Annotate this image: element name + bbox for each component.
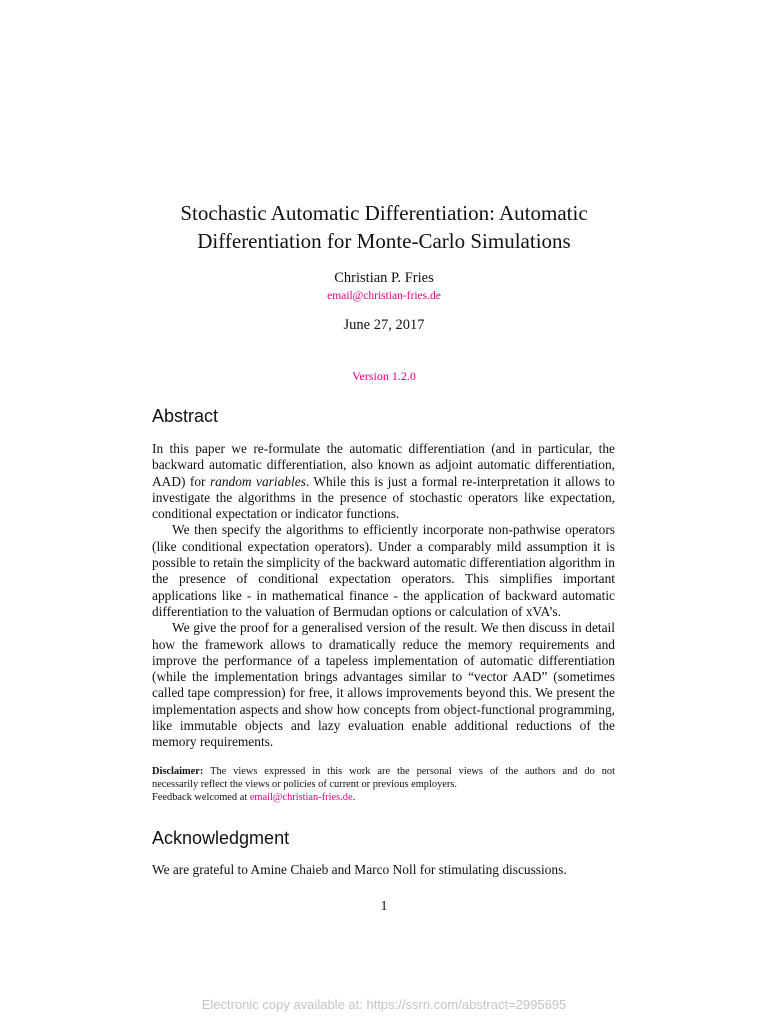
feedback-prefix: Feedback welcomed at — [152, 792, 250, 803]
paper-title-line-2: Differentiation for Monte-Carlo Simulations — [197, 229, 571, 253]
acknowledgment-heading: Acknowledgment — [152, 828, 290, 848]
paper-title-line-1: Stochastic Automatic Differentiation: Automatic — [180, 201, 588, 225]
disclaimer-text-1: The views expressed in this work are the personal views of the authors and do not — [210, 766, 615, 777]
abstract-p1-text-a: In this paper we re-formulate the automatic differentiation (and in particular, the backward automatic differentiation, also known as adjoint automatic differentiation, AAD) for — [152, 441, 615, 489]
abstract-body — [152, 441, 615, 751]
abstract-paragraph-2: We then specify the algorithms to efficiently incorporate non-pathwise operators (like conditional expectation operators). Under a comparably mild assumption it is possible to retain the simplicity of the backward automatic differentiation algorithm in the presence of conditional expectation operators. This simplifies important applications like - in mathematical finance - the application of backward automatic differentiation to the valuation of Bermudan options or calculation of xVA’s. — [152, 522, 615, 619]
abstract-paragraph-1 — [152, 441, 615, 522]
abstract-paragraph-3: We give the proof for a generalised version of the result. We then discuss in detail how the framework allows to dramatically reduce the memory requirements and improve the performance of a tapeless implementation of automatic differentiation (while the implementation brings advantages similar to “vector AAD” (sometimes called tape compression) for free, it allows improvements beyond this. We present the implementation aspects and show how concepts from object-functional programming, like immutable objects and lazy evaluation enable additional reductions of the memory requirements. — [152, 620, 615, 750]
abstract-p1-emphasis: random variables — [209, 473, 306, 489]
author-email-link[interactable]: email@christian-fries.de — [327, 290, 441, 302]
paper-title — [0, 199, 768, 255]
version-link[interactable]: Version 1.2.0 — [352, 369, 416, 383]
feedback-suffix: . — [352, 792, 356, 803]
disclaimer — [152, 765, 615, 804]
abstract-p1-text-b: . While this is just a formal re-interpretation it allows to investigate the algorithms in the presence of stochastic operators like expectation, conditional expectation or indicator functions. — [152, 473, 615, 522]
disclaimer-label: Disclaimer: — [152, 766, 204, 777]
feedback-email-link[interactable]: email@christian-fries.de — [249, 792, 353, 803]
page-number: 1 — [380, 899, 388, 914]
disclaimer-line-2: necessarily reflect the views or policies of current or previous employers. — [152, 779, 457, 790]
acknowledgment-text: We are grateful to Amine Chaieb and Marco Noll for stimulating discussions. — [152, 862, 567, 877]
publication-date: June 27, 2017 — [343, 317, 425, 333]
disclaimer-line-1 — [152, 765, 615, 778]
feedback-line — [152, 791, 615, 804]
ssrn-footer-link[interactable]: Electronic copy available at: https://ssrn.com/abstract=2995695 — [201, 997, 567, 1012]
author-name: Christian P. Fries — [334, 270, 434, 286]
abstract-heading: Abstract — [152, 406, 219, 426]
